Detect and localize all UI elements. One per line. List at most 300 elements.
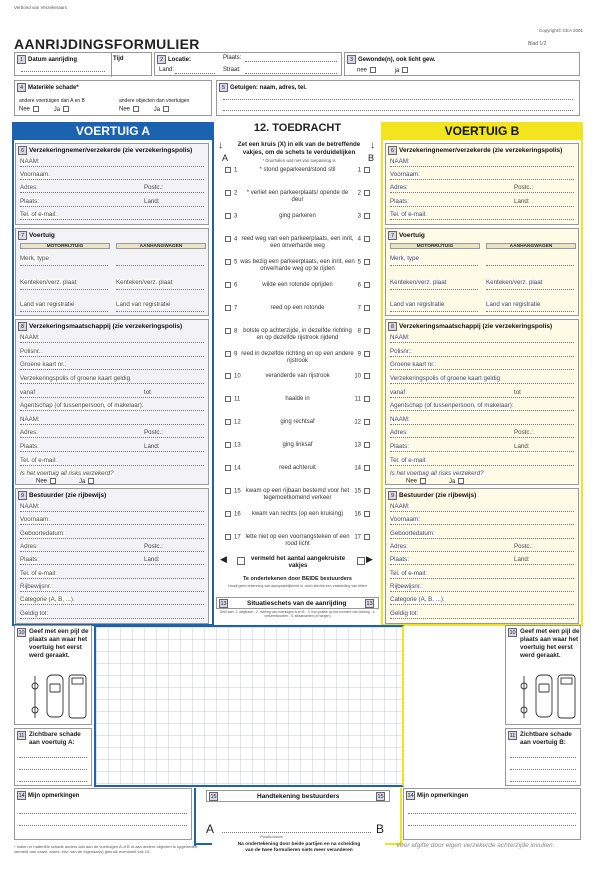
remarks-a-input[interactable] — [19, 813, 187, 814]
naam-field[interactable]: NAAM: — [20, 334, 40, 341]
land-label: Land: — [514, 197, 530, 205]
arrow-down-a-icon: ↓ — [218, 140, 223, 151]
circumstance-row — [216, 257, 379, 280]
circumstance-a-checkbox[interactable] — [225, 442, 231, 448]
section-number: 4 — [17, 83, 26, 92]
no-label: Nee — [19, 106, 31, 113]
circumstance-number: 3 — [234, 213, 238, 220]
section-number: 13 — [366, 601, 373, 607]
place-input[interactable] — [245, 61, 337, 62]
section-number: 1 — [17, 55, 26, 64]
impact-a-title: Geef met een pijl de plaats aan waar het voertuig het eerst werd geraakt. — [29, 628, 89, 659]
other-vehicles-no-checkbox[interactable] — [33, 106, 39, 112]
circumstance-row — [216, 349, 379, 372]
injured-yes-checkbox[interactable] — [402, 67, 408, 73]
circumstance-b-checkbox[interactable] — [364, 419, 370, 425]
naam-field[interactable]: NAAM: — [20, 503, 40, 510]
other-vehicles-label: andere voertuigen dan A en B — [19, 98, 85, 104]
voornaam-field[interactable]: Voornaam: — [20, 516, 50, 524]
circumstance-number: 11 — [234, 396, 241, 403]
voornaam-field[interactable]: Voornaam: — [390, 171, 420, 179]
groene_valid-field[interactable]: Verzekeringspolis of groene kaart geldig — [390, 374, 501, 382]
allrisk-yes-checkbox[interactable] — [88, 478, 94, 484]
land-label: Land: — [144, 197, 160, 205]
circumstance-text: reed in dezelfde richting en op een andere rijstrook — [241, 350, 354, 364]
tel-field[interactable]: Tel. of e-mail: — [20, 456, 57, 464]
witnesses-box — [216, 80, 580, 116]
circumstance-number: 5 — [234, 259, 238, 266]
circumstance-row — [216, 394, 379, 417]
circumstance-row — [216, 188, 379, 211]
naam-field[interactable]: NAAM: — [390, 158, 410, 165]
remarks-b-title: Mijn opmerkingen — [417, 793, 469, 800]
insured-title: Verzekeringnemer/verzekerde (zie verzekeringspolis) — [29, 147, 193, 155]
circumstance-b-checkbox[interactable] — [364, 465, 370, 471]
circumstance-row — [216, 211, 379, 234]
circumstance-b-checkbox[interactable] — [364, 534, 370, 540]
circumstance-text: was bezig een parkeerplaats, een inrit, een onverharde weg op te rijden — [240, 258, 355, 272]
motor-vehicle-heading: MOTORRIJTUIG — [20, 243, 110, 249]
land-label: Land: — [144, 556, 160, 564]
agent-field[interactable]: Agentschap (of tussenpersoon, of makelaar): — [390, 402, 514, 410]
circumstance-text: reed op een rotonde — [270, 304, 325, 311]
remarks-b-input-line2[interactable] — [408, 825, 576, 826]
damage-a-box — [14, 728, 92, 786]
place-label: Plaats: — [223, 55, 242, 61]
adres-field[interactable]: Adres: — [390, 184, 408, 192]
section-number: 9 — [18, 491, 27, 500]
circumstance-number: 10 — [234, 374, 241, 381]
circumstance-row — [216, 280, 379, 303]
blue-divider — [194, 788, 196, 846]
plaats-field[interactable]: Plaats: — [390, 197, 409, 205]
trailer-heading: AANHANGWAGEN — [486, 243, 576, 249]
tot-label: tot — [144, 388, 151, 396]
merk-motor-field[interactable]: Merk, type — [20, 255, 49, 262]
driver-a-section — [15, 488, 209, 624]
witnesses-input-line2[interactable] — [223, 110, 573, 111]
circumstance-text: ging rechtsaf — [280, 419, 315, 426]
circumstances-note: * Doorhalen wat niet van toepassing is — [262, 158, 336, 163]
circumstance-row — [216, 165, 379, 188]
vehicle-b-section — [385, 228, 579, 316]
adres-field[interactable]: Adres: — [20, 429, 38, 437]
plaats-field[interactable]: Plaats: — [390, 556, 409, 564]
damage-b-input[interactable] — [510, 757, 576, 758]
circumstance-number: 3 — [357, 213, 361, 220]
insurer-title: Verzekeringsmaatschappij (zie verzekeringspolis) — [399, 323, 553, 331]
damage-a-input[interactable] — [19, 757, 87, 758]
allrisk-field[interactable]: Is het voertuig all risks verzekerd? — [20, 470, 114, 478]
postc-label: Postc.: — [144, 184, 163, 192]
footer-note: * Indien er materiële schade anders dan aan de voertuigen A of B of aan andere objecten is opgetreden, vermeld dan naam, adres, enz. van de eigenaar(s) gebruik eventueel vak 14 . — [14, 844, 199, 854]
signature-b-letter: B — [376, 822, 385, 836]
section-number: 15 — [377, 794, 384, 800]
circumstance-number: 11 — [354, 396, 361, 403]
naam-field[interactable]: NAAM: — [390, 503, 410, 510]
street-input[interactable] — [245, 73, 337, 74]
witnesses-input[interactable] — [223, 99, 573, 100]
page-title: AANRIJDINGSFORMULIER — [14, 36, 200, 52]
damage-b-box — [505, 728, 581, 786]
signature-note-1: Na ondertekening door beide partijen en na scheiding — [237, 842, 361, 847]
section-number: 5 — [219, 83, 228, 92]
voornaam-field[interactable]: Voornaam: — [20, 171, 50, 179]
circumstance-b-checkbox[interactable] — [364, 328, 370, 334]
circumstance-b-checkbox[interactable] — [364, 442, 370, 448]
circumstance-number: 13 — [234, 442, 241, 449]
circumstance-text: ging parkeren — [279, 212, 316, 219]
tel-field[interactable]: Tel. of e-mail: — [20, 210, 57, 218]
vehicle-title: Voertuig — [399, 232, 425, 240]
motor-vehicle-heading: MOTORRIJTUIG — [390, 243, 480, 249]
yes-label: Ja — [79, 478, 86, 485]
circumstance-row — [216, 234, 379, 257]
circumstance-number: 15 — [354, 488, 361, 495]
street-label: Straat: — [223, 67, 241, 73]
circumstance-a-checkbox[interactable] — [225, 396, 231, 402]
section-number: 15 — [210, 794, 217, 800]
circumstance-row — [216, 440, 379, 463]
no-label: Nee — [36, 478, 48, 485]
voornaam-field[interactable]: Voornaam: — [390, 516, 420, 524]
damage-b-input-line3[interactable] — [510, 781, 576, 782]
kenteken-motor-field[interactable]: Kenteken/verz. plaat — [20, 279, 77, 286]
circumstance-row — [216, 463, 379, 486]
no-label: Nee — [406, 478, 418, 485]
section-number: 10 — [18, 630, 25, 636]
agent-field[interactable]: Agentschap (of tussenpersoon, of makelaar): — [20, 402, 144, 410]
damage-b-title: Zichtbare schade aan voertuig B: — [520, 731, 572, 746]
naam-field[interactable]: NAAM: — [20, 158, 40, 165]
injured-no-checkbox[interactable] — [370, 67, 376, 73]
allrisk-no-checkbox[interactable] — [50, 478, 56, 484]
impact-b-box — [505, 625, 581, 725]
count-label: vermeld het aantal aangekruiste vakjes — [250, 555, 346, 569]
vanaf-field[interactable]: vanaf — [20, 388, 36, 396]
rijbewijs-field[interactable]: Rijbewijsnr.: — [20, 583, 54, 590]
tel-field[interactable]: Tel. of e-mail: — [390, 210, 427, 218]
sketch-area[interactable] — [94, 625, 404, 787]
geboorte-field[interactable]: Geboortedatum: — [390, 529, 435, 537]
circumstance-text: haalde in — [285, 396, 310, 403]
insured-b-section — [385, 143, 579, 225]
circumstance-b-checkbox[interactable] — [364, 167, 370, 173]
fill-instructions: Voor afgifte door eigen verzekerde achterzijde invullen. — [396, 842, 555, 849]
tel-field[interactable]: Tel. of e-mail: — [390, 569, 427, 577]
circumstance-number: 16 — [354, 511, 361, 518]
tel-field[interactable]: Tel. of e-mail: — [20, 569, 57, 577]
plaats-field[interactable]: Plaats: — [390, 443, 409, 451]
damage-label: Materiële schade* — [28, 85, 79, 92]
vehicle-a-section — [15, 228, 209, 316]
damage-a-input-line2[interactable] — [19, 769, 87, 770]
circumstance-b-checkbox[interactable] — [364, 396, 370, 402]
circumstance-text: lette niet op een voorrangsteken of een rood licht — [245, 534, 350, 548]
geldig-field[interactable]: Geldig tot: — [20, 609, 49, 617]
circumstance-number: 8 — [357, 328, 361, 335]
circumstance-a-checkbox[interactable] — [225, 511, 231, 517]
stamp-label: Plaats/datum — [260, 834, 284, 839]
vanaf-field[interactable]: vanaf — [390, 388, 406, 396]
injured-no-label: nee — [357, 67, 368, 74]
circumstance-number: 7 — [357, 305, 361, 312]
circumstance-a-checkbox[interactable] — [225, 351, 231, 357]
circumstance-number: 17 — [234, 534, 241, 541]
org-name: Verbond van Verzekeraars — [14, 5, 68, 10]
insurer-title: Verzekeringsmaatschappij (zie verzekeringspolis) — [29, 323, 183, 331]
circumstance-row — [216, 486, 379, 509]
naam-field[interactable]: NAAM: — [390, 334, 410, 341]
circumstance-text: reed weg van een parkeerplaats, een inrit, een onverharde weg — [241, 235, 354, 249]
section-number: 6 — [388, 146, 397, 155]
arrow-left-icon: ◀ — [220, 554, 227, 564]
section-number: 14 — [18, 793, 25, 799]
section-number: 7 — [18, 231, 27, 240]
vehicle-outlines-icon[interactable] — [25, 672, 89, 722]
count-a-box[interactable] — [237, 557, 245, 565]
circumstance-number: 1 — [234, 167, 238, 174]
circumstance-text: kwam van rechts (op een kruising) — [251, 511, 344, 518]
signature-note-2: van de twee formulieren niets meer veranderen — [245, 848, 353, 853]
circumstance-number: 2 — [357, 190, 361, 197]
adres-field[interactable]: Adres: — [20, 543, 38, 550]
remarks-b-input[interactable] — [408, 813, 576, 814]
circumstance-number: 9 — [357, 351, 361, 358]
date-label: Datum aanrijding — [28, 57, 78, 64]
allrisk-yes-checkbox[interactable] — [458, 478, 464, 484]
land-input[interactable] — [175, 73, 215, 74]
accident-date-box — [14, 52, 152, 76]
land_reg-trailer-field[interactable]: Land van registratie — [116, 301, 171, 308]
circumstance-b-checkbox[interactable] — [364, 259, 370, 265]
other-objects-yes-checkbox[interactable] — [163, 106, 169, 112]
section-number: 7 — [388, 231, 397, 240]
circumstance-row — [216, 371, 379, 394]
no-label: Nee — [119, 106, 131, 113]
adres-field[interactable]: Adres: — [20, 184, 38, 192]
sign-note: Te ondertekenen door BEIDE bestuurders — [242, 576, 352, 582]
tel-field[interactable]: Tel. of e-mail: — [390, 456, 427, 464]
circumstance-a-checkbox[interactable] — [225, 465, 231, 471]
circumstance-number: 6 — [357, 282, 361, 289]
circumstances-instruction: Zet een kruis (X) in elk van de betreffende vakjes, om de schets te verduidelijken — [237, 141, 361, 156]
postc-label: Postc.: — [514, 184, 533, 192]
other-vehicles-yes-checkbox[interactable] — [63, 106, 69, 112]
section-number: 11 — [509, 733, 516, 739]
circumstance-b-checkbox[interactable] — [364, 282, 370, 288]
signature-a-letter: A — [206, 822, 215, 836]
naam-field[interactable]: NAAM: — [20, 415, 40, 423]
adres-field[interactable]: Adres: — [390, 543, 408, 550]
groene-field[interactable]: Groene kaart nr.: — [390, 361, 437, 369]
signatures-header — [206, 790, 390, 802]
circumstance-a-checkbox[interactable] — [225, 236, 231, 242]
adres-field[interactable]: Adres: — [390, 429, 408, 437]
allrisk-no-checkbox[interactable] — [420, 478, 426, 484]
driver-title: Bestuurder (zie rijbewijs) — [29, 492, 107, 500]
circumstances-list — [216, 165, 379, 555]
land_reg-motor-field[interactable]: Land van registratie — [20, 301, 75, 308]
impact-a-box — [14, 625, 92, 725]
circumstance-a-checkbox[interactable] — [225, 373, 231, 379]
circumstance-text: wilde een rotonde oprijden — [262, 281, 333, 288]
insured-title: Verzekeringnemer/verzekerde (zie verzekeringspolis) — [399, 147, 563, 155]
circumstance-a-checkbox[interactable] — [225, 419, 231, 425]
section-number: 8 — [18, 322, 27, 331]
circumstance-number: 8 — [234, 328, 238, 335]
circumstance-number: 12 — [354, 419, 361, 426]
circumstance-number: 6 — [234, 282, 238, 289]
plaats-field[interactable]: Plaats: — [20, 556, 39, 564]
insurer-b-section — [385, 319, 579, 485]
other-objects-no-checkbox[interactable] — [133, 106, 139, 112]
circumstance-row — [216, 417, 379, 440]
land-label: Land: — [159, 67, 175, 73]
remarks-a-box — [14, 788, 192, 840]
geboorte-field[interactable]: Geboortedatum: — [20, 529, 65, 537]
circumstance-a-checkbox[interactable] — [225, 488, 231, 494]
circumstance-b-checkbox[interactable] — [364, 236, 370, 242]
postc-label: Postc.: — [514, 429, 533, 437]
circumstance-number: 15 — [234, 488, 241, 495]
circumstance-row — [216, 509, 379, 532]
section-number: 10 — [509, 630, 516, 636]
trailer-heading: AANHANGWAGEN — [116, 243, 206, 249]
kenteken-motor-field[interactable]: Kenteken/verz. plaat — [390, 279, 447, 286]
other-objects-label: andere objecten dan voertuigen — [119, 98, 190, 104]
circumstance-b-checkbox[interactable] — [364, 351, 370, 357]
plaats-field[interactable]: Plaats: — [20, 197, 39, 205]
land-label: Land: — [514, 556, 530, 564]
copyright: Copyright© CEA 2001 — [538, 28, 583, 33]
injured-box — [344, 52, 580, 76]
letter-b: B — [368, 153, 375, 163]
circumstance-number: 14 — [354, 465, 361, 472]
section-number: 9 — [388, 491, 397, 500]
sketch-instructions: Geef aan: 1. wegtracé - 2. richting van voertuigen A en B - 3. hun positie op het moment van botsing - 4. verkeersborden - 5. straatnamen (of wegen) — [219, 610, 376, 619]
circumstance-number: 17 — [354, 534, 361, 541]
section-number: 13 — [220, 601, 227, 607]
naam-field[interactable]: NAAM: — [390, 415, 410, 423]
circumstance-number: 12 — [234, 419, 241, 426]
tot-label: tot — [514, 388, 521, 396]
merk-motor-field[interactable]: Merk, type — [390, 255, 419, 262]
circumstance-text: botste op achterzijde, in dezelfde richting en op dezelfde rijstrook rijdend — [243, 327, 352, 341]
land-label: Land: — [514, 443, 530, 451]
groene-field[interactable]: Groene kaart nr.: — [20, 361, 67, 369]
circumstance-a-checkbox[interactable] — [225, 282, 231, 288]
circumstance-row — [216, 532, 379, 555]
yellow-divider — [400, 788, 402, 846]
signature-a-field[interactable] — [222, 832, 371, 833]
circumstance-a-checkbox[interactable] — [225, 259, 231, 265]
damage-b-input-line2[interactable] — [510, 769, 576, 770]
remarks-b-box — [403, 788, 581, 840]
circumstance-number: 4 — [357, 236, 361, 243]
date-input[interactable] — [21, 71, 105, 72]
circumstance-a-checkbox[interactable] — [225, 213, 231, 219]
circumstance-a-checkbox[interactable] — [225, 534, 231, 540]
location-label: Locatie: — [168, 57, 192, 64]
circumstance-number: 9 — [234, 351, 238, 358]
sheet-number: Blad 1/2 — [528, 41, 547, 47]
circumstance-text: * stond geparkeerd/stond stil — [259, 167, 336, 173]
circumstance-row — [216, 326, 379, 349]
categorie-field[interactable]: Categorie (A, B, ...): — [390, 596, 445, 604]
groene_valid-field[interactable]: Verzekeringspolis of groene kaart geldig — [20, 374, 131, 382]
section-number: 2 — [157, 55, 166, 64]
circumstance-b-checkbox[interactable] — [364, 373, 370, 379]
driver-b-section — [385, 488, 579, 624]
circumstance-text: * verliet een parkeerplaats/ opende de deur — [246, 189, 349, 203]
injured-label: Gewonde(n), ook licht gew. — [358, 57, 436, 64]
remarks-a-input-line2[interactable] — [19, 825, 187, 826]
remarks-a-title: Mijn opmerkingen — [28, 793, 80, 800]
allrisk-field[interactable]: Is het voertuig all risks verzekerd? — [390, 470, 484, 478]
circumstance-number: 14 — [234, 465, 241, 472]
sign-small-note: Houdt geen erkenning van aansprakelijkheid in, doch slechts een vaststelling van feiten — [227, 584, 368, 588]
count-b-box[interactable] — [357, 557, 365, 565]
categorie-field[interactable]: Categorie (A, B, ...): — [20, 596, 75, 604]
damage-a-input-line3[interactable] — [19, 781, 87, 782]
circumstance-number: 13 — [354, 442, 361, 449]
injured-yes-label: ja — [394, 67, 400, 74]
land_reg-motor-field[interactable]: Land van registratie — [390, 301, 445, 308]
vehicle-b-header: VOERTUIG B — [381, 122, 583, 140]
arrow-right-icon: ▶ — [366, 554, 373, 564]
vehicle-title: Voertuig — [29, 232, 55, 240]
sketch-header — [216, 597, 379, 609]
land_reg-trailer-field[interactable]: Land van registratie — [486, 301, 541, 308]
circumstance-a-checkbox[interactable] — [225, 190, 231, 196]
sketch-title: Situatieschets van de aanrijding — [247, 600, 347, 607]
circumstance-b-checkbox[interactable] — [364, 488, 370, 494]
polis-field[interactable]: Polisnr.: — [390, 347, 413, 355]
circumstance-text: kwam op een rijbaan bestemd voor het tegemoetkomend verkeer — [245, 488, 350, 502]
circumstance-a-checkbox[interactable] — [225, 328, 231, 334]
plaats-field[interactable]: Plaats: — [20, 443, 39, 451]
circumstance-b-checkbox[interactable] — [364, 305, 370, 311]
material-damage-box — [14, 80, 212, 116]
circumstance-text: reed achteruit — [279, 465, 316, 472]
polis-field[interactable]: Polisnr.: — [20, 347, 43, 355]
circumstance-number: 7 — [234, 305, 238, 312]
circumstance-text: veranderde van rijstrook — [265, 373, 330, 380]
circumstance-b-checkbox[interactable] — [364, 190, 370, 196]
postc-label: Postc.: — [514, 543, 533, 550]
circumstance-number: 16 — [234, 511, 241, 518]
yes-label: Ja — [449, 478, 456, 485]
yes-label: Ja — [153, 106, 161, 113]
signatures-title: Handtekening bestuurders — [257, 793, 340, 800]
geldig-field[interactable]: Geldig tot: — [390, 609, 419, 617]
kenteken-trailer-field[interactable]: Kenteken/verz. plaat — [116, 279, 173, 286]
circumstance-number: 1 — [357, 167, 361, 174]
kenteken-trailer-field[interactable]: Kenteken/verz. plaat — [486, 279, 543, 286]
rijbewijs-field[interactable]: Rijbewijsnr.: — [390, 583, 424, 590]
circumstance-a-checkbox[interactable] — [225, 305, 231, 311]
section-number: 14 — [407, 793, 414, 799]
circumstance-number: 10 — [354, 374, 361, 381]
vehicle-outlines-icon[interactable] — [514, 672, 578, 722]
location-box — [154, 52, 342, 76]
section-number: 8 — [388, 322, 397, 331]
driver-title: Bestuurder (zie rijbewijs) — [399, 492, 477, 500]
circumstance-b-checkbox[interactable] — [364, 213, 370, 219]
circumstance-a-checkbox[interactable] — [225, 167, 231, 173]
circumstance-b-checkbox[interactable] — [364, 511, 370, 517]
